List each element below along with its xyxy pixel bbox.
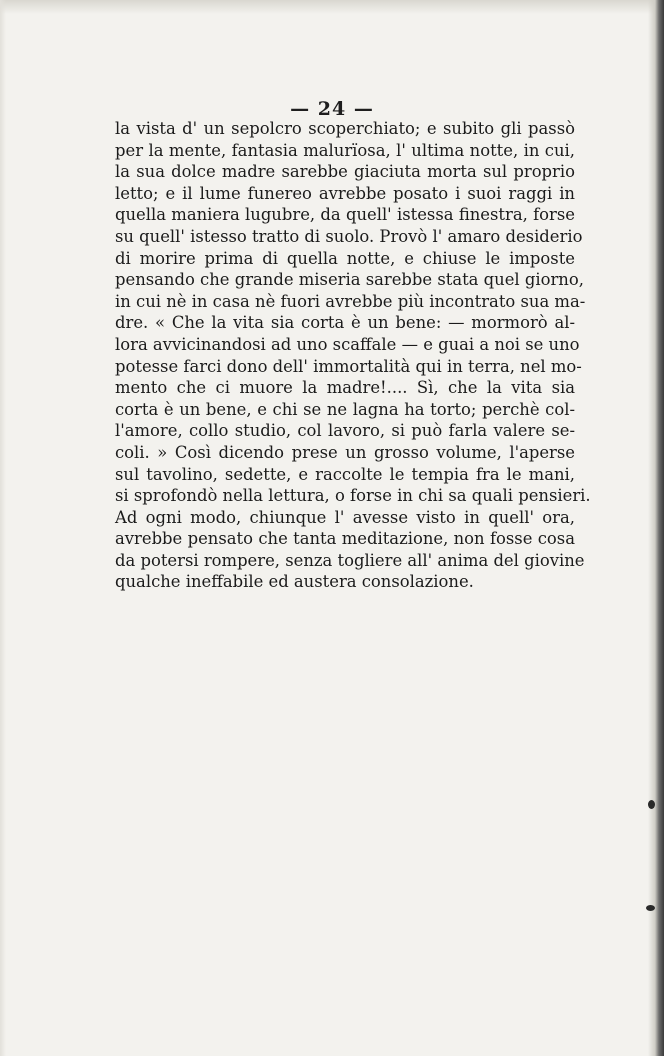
ink-speck xyxy=(646,905,655,911)
text-line: la vista d' un sepolcro scoperchiato; e subito gli passò xyxy=(115,119,575,138)
text-line: pensando che grande miseria sarebbe stata quel giorno, xyxy=(115,270,584,290)
text-line: sul tavolino, sedette, e raccolte le tempia fra le mani, xyxy=(115,464,575,484)
text-line: si sprofondò nella lettura, o forse in chi sa quali pensieri. xyxy=(115,486,591,506)
text-line: lora avvicinandosi ad uno scaffale — e guai a noi se uno xyxy=(115,334,580,354)
text-line: Ad ogni modo, chiunque l' avesse visto in quell' ora, xyxy=(115,507,575,527)
text-line: avrebbe pensato che tanta meditazione, non fosse cosa xyxy=(115,529,575,549)
text-line: su quell' istesso tratto di suolo. Provò l' amaro desiderio xyxy=(115,226,583,246)
body-text xyxy=(115,118,591,593)
text-line: la sua dolce madre sarebbe giaciuta morta sul proprio xyxy=(115,162,575,182)
text-line: dre. « Che la vita sia corta è un bene: — mormorò al- xyxy=(115,313,575,333)
scan-edge-right xyxy=(648,0,664,1056)
text-line: da potersi rompere, senza togliere all' anima del giovine xyxy=(115,550,585,570)
scan-edge-top xyxy=(0,0,664,14)
text-line: quella maniera lugubre, da quell' istessa finestra, forse xyxy=(115,205,575,225)
text-line: coli. » Così dicendo prese un grosso volume, l'aperse xyxy=(115,442,575,462)
text-line: qualche ineffabile ed austera consolazione. xyxy=(115,572,474,592)
scan-edge-left xyxy=(0,0,6,1056)
ink-speck xyxy=(648,800,655,809)
text-line: letto; e il lume funereo avrebbe posato i suoi raggi in xyxy=(115,183,575,203)
text-line: l'amore, collo studio, col lavoro, si può farla valere se- xyxy=(115,421,575,441)
text-line: potesse farci dono dell' immortalità qui in terra, nel mo- xyxy=(115,356,582,376)
text-line: per la mente, fantasia malurïosa, l' ultima notte, in cui, xyxy=(115,140,575,160)
page-number: — 24 — xyxy=(290,98,374,120)
text-line: mento che ci muore la madre!.... Sì, che la vita sia xyxy=(115,378,575,398)
text-line: di morire prima di quella notte, e chiuse le imposte xyxy=(115,248,575,268)
text-line: corta è un bene, e chi se ne lagna ha torto; perchè col- xyxy=(115,399,575,419)
text-line: in cui nè in casa nè fuori avrebbe più incontrato sua ma- xyxy=(115,291,586,311)
